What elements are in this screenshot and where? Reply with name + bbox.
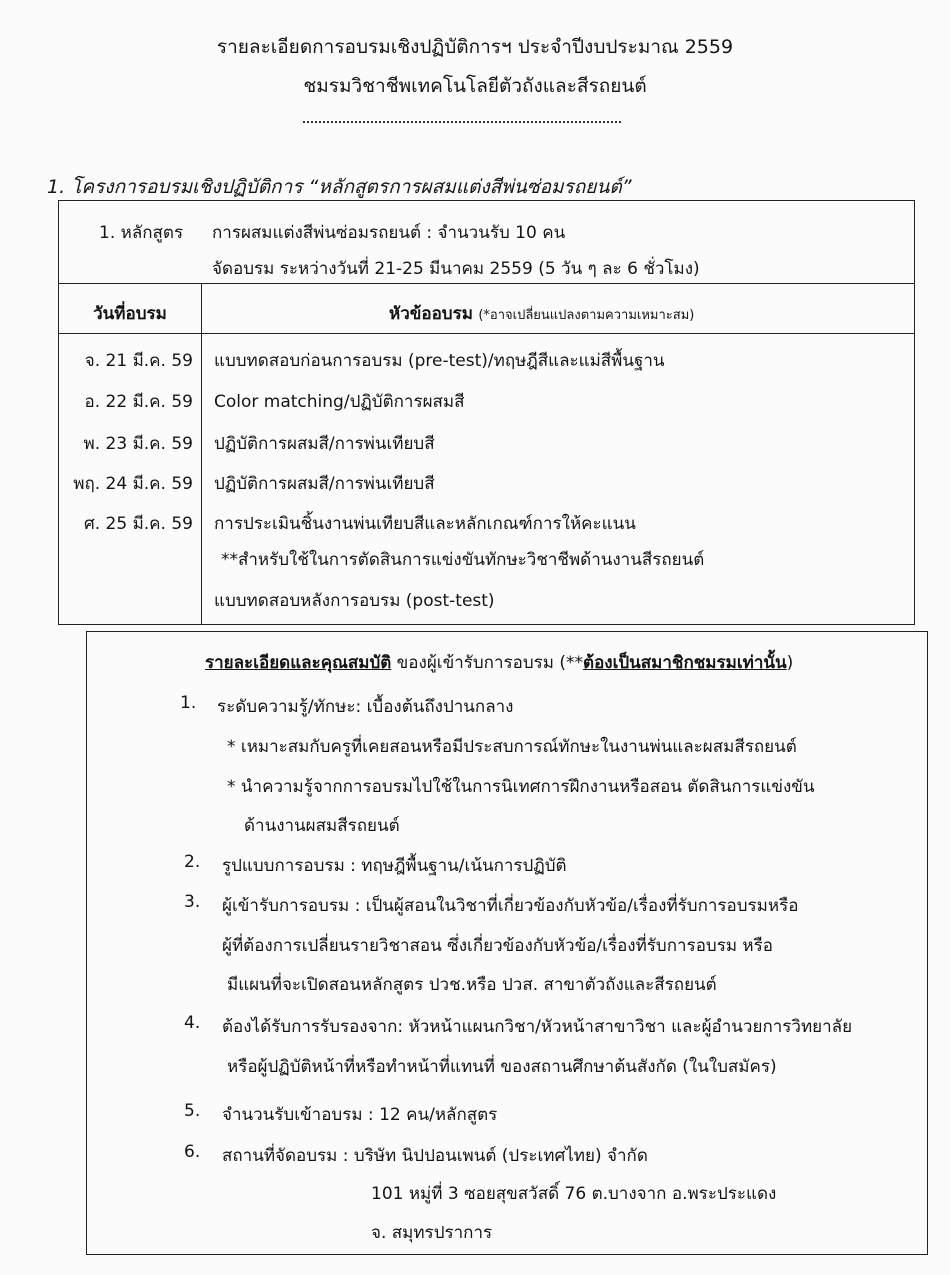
item-text: ระดับความรู้/ทักษะ: เบื้องต้นถึงปานกลาง	[217, 697, 514, 717]
bullet-text: * เหมาะสมกับครูที่เคยสอนหรือมีประสบการณ์ทักษะในงานพ่นและผสมสีรถยนต์	[227, 737, 797, 757]
address-line: 101 หมู่ที่ 3 ซอยสุขสวัสดิ์ 76 ต.บางจาก อ.พระประแดง	[371, 1184, 777, 1204]
table-row-day: อ. 22 มี.ค. 59	[84, 392, 193, 412]
column-divider	[201, 283, 202, 624]
column-header-topic-note: (*อาจเปลี่ยนแปลงตามความเหมาะสม)	[478, 308, 695, 323]
bullet-text: * นำความรู้จากการอบรมไปใช้ในการนิเทศการฝึกงานหรือสอน ตัดสินการแข่งขัน	[227, 777, 815, 797]
item-text-continuation: ผู้ที่ต้องการเปลี่ยนรายวิชาสอน ซึ่งเกี่ยวข้องกับหัวข้อ/เรื่องที่รับการอบรม หรือ	[222, 936, 773, 956]
qualifications-heading-text: ของผู้เข้ารับการอบรม (**	[391, 653, 584, 673]
qualifications-heading	[205, 649, 793, 676]
bullet-text-continuation: ด้านงานผสมสีรถยนต์	[244, 816, 400, 836]
item-text: สถานที่จัดอบรม : บริษัท นิปปอนเพนต์ (ประเทศไทย) จำกัด	[222, 1146, 648, 1166]
table-post-test-line: แบบทดสอบหลังการอบรม (post-test)	[214, 591, 495, 611]
table-row-day: จ. 21 มี.ค. 59	[84, 351, 193, 371]
column-header-topic-label: หัวข้ออบรม	[389, 304, 473, 324]
table-note-line: **สำหรับใช้ในการตัดสินการแข่งขันทักษะวิชาชีพด้านงานสีรถยนต์	[221, 550, 705, 570]
course-label: 1. หลักสูตร	[99, 223, 184, 243]
table-divider	[59, 283, 914, 284]
item-number: 5.	[184, 1101, 201, 1121]
item-text: จำนวนรับเข้าอบรม : 12 คน/หลักสูตร	[222, 1105, 498, 1125]
section-title: 1. โครงการอบรมเชิงปฏิบัติการ “หลักสูตรการผสมแต่งสีพ่นซ่อมรถยนต์”	[47, 176, 632, 198]
table-row-topic: แบบทดสอบก่อนการอบรม (pre-test)/ทฤษฎีสีและแม่สีพื้นฐาน	[214, 351, 665, 371]
table-row-topic: Color matching/ปฏิบัติการผสมสี	[214, 392, 465, 412]
item-number: 6.	[184, 1142, 201, 1162]
qualifications-box	[86, 631, 928, 1255]
table-row-topic: การประเมินชิ้นงานพ่นเทียบสีและหลักเกณฑ์การให้คะแนน	[214, 514, 636, 534]
table-row-day: พ. 23 มี.ค. 59	[83, 434, 193, 454]
course-name: การผสมแต่งสีพ่นซ่อมรถยนต์ : จำนวนรับ 10 คน	[212, 223, 566, 243]
table-row-day: พฤ. 24 มี.ค. 59	[73, 474, 193, 494]
item-text-continuation: มีแผนที่จะเปิดสอนหลักสูตร ปวช.หรือ ปวส. สาขาตัวถังและสีรถยนต์	[227, 975, 717, 995]
table-row-topic: ปฏิบัติการผสมสี/การพ่นเทียบสี	[214, 434, 435, 454]
item-number: 3.	[184, 892, 201, 912]
qualifications-heading-underlined: รายละเอียดและคุณสมบัติ	[205, 653, 392, 673]
member-only-note: ต้องเป็นสมาชิกชมรมเท่านั้น	[583, 653, 787, 673]
item-text: ต้องได้รับการรับรองจาก: หัวหน้าแผนกวิชา/หัวหน้าสาขาวิชา และผู้อำนวยการวิทยาลัย	[222, 1017, 853, 1037]
column-header-day: วันที่อบรม	[93, 304, 167, 324]
dotted-divider	[303, 121, 621, 123]
item-text-continuation: หรือผู้ปฏิบัติหน้าที่หรือทำหน้าที่แทนที่ ของสถานศึกษาต้นสังกัด (ในใบสมัคร)	[227, 1057, 777, 1077]
item-number: 4.	[184, 1013, 201, 1033]
item-text: รูปแบบการอบรม : ทฤษฎีพื้นฐาน/เน้นการปฏิบัติ	[222, 856, 567, 876]
qualifications-heading-close: )	[786, 653, 794, 673]
course-schedule: จัดอบรม ระหว่างวันที่ 21-25 มีนาคม 2559 (5 วัน ๆ ละ 6 ชั่วโมง)	[212, 259, 700, 279]
item-number: 2.	[184, 852, 201, 872]
document-subtitle: ชมรมวิชาชีพเทคโนโลยีตัวถังและสีรถยนต์	[303, 75, 647, 97]
table-row-day: ศ. 25 มี.ค. 59	[83, 514, 193, 534]
item-text: ผู้เข้ารับการอบรม : เป็นผู้สอนในวิชาที่เกี่ยวข้องกับหัวข้อ/เรื่องที่รับการอบรมหรือ	[222, 896, 799, 916]
column-header-topic	[389, 300, 694, 327]
address-line: จ. สมุทรปราการ	[371, 1223, 493, 1243]
document-title: รายละเอียดการอบรมเชิงปฏิบัติการฯ ประจำปีงบประมาณ 2559	[216, 36, 734, 58]
table-row-topic: ปฏิบัติการผสมสี/การพ่นเทียบสี	[214, 474, 435, 494]
course-schedule-table	[58, 200, 915, 625]
item-number: 1.	[180, 693, 197, 713]
table-header-divider	[59, 333, 914, 334]
